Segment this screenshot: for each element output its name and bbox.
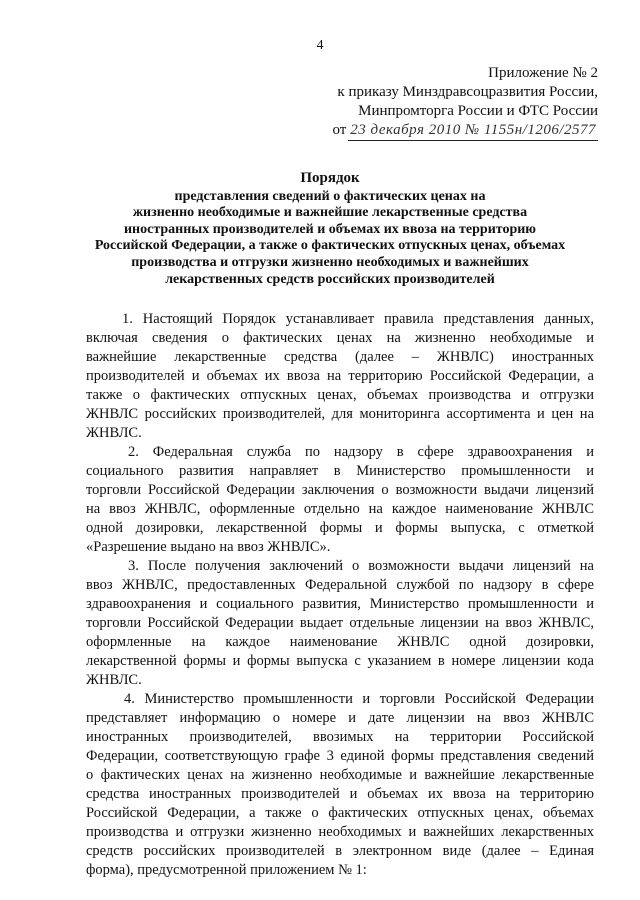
paragraph-line: Российской Федерации, а также о фактических отпускных ценах, объемах <box>86 805 594 821</box>
paragraph-line: производителей и объемах их ввоза на территорию Российской Федерации, а <box>86 368 594 384</box>
paragraph-line: 2. Федеральная служба по надзору в сфере здравоохранения и <box>128 444 594 460</box>
paragraph-line: одной дозировки, лекарственной формы и формы выпуска, с отметкой <box>86 520 594 536</box>
paragraph-line: здравоохранения и социального развития, Министерство промышленности и <box>86 596 594 612</box>
appendix-block <box>298 64 598 141</box>
paragraph-line: ввоз ЖНВЛС, предоставленных Федеральной службой по надзору в сфере <box>86 577 594 593</box>
appendix-order-ref: к приказу Минздравсоцразвития России, <box>337 84 598 100</box>
paragraph-line: «Разрешение выдано на ввоз ЖНВЛС». <box>86 539 331 555</box>
appendix-title: Приложение № 2 <box>488 65 598 81</box>
paragraph-1 <box>86 310 594 443</box>
paragraph-line: 3. После получения заключений о возможности выдачи лицензий на <box>128 558 594 574</box>
paragraph-line: оформленные на каждое наименование ЖНВЛС одной дозировки, <box>86 634 594 650</box>
paragraph-line: производства и отгрузки жизненно необходимых и важнейших лекарственных <box>86 824 594 840</box>
title-line: жизненно необходимые и важнейшие лекарственные средства <box>132 205 528 221</box>
paragraph-line: средства иностранных производителей и объемах их ввоза на территорию <box>86 786 594 802</box>
paragraph-line: 1. Настоящий Порядок устанавливает правила представления данных, <box>122 311 594 327</box>
paragraph-line: 4. Министерство промышленности и торговли Российской Федерации <box>124 691 594 707</box>
paragraph-line: о фактических ценах на жизненно необходимые и важнейшие лекарственные <box>86 767 594 783</box>
paragraph-line: социального развития направляет в Министерство промышленности и <box>86 463 594 479</box>
title-line: лекарственных средств российских производителей <box>165 271 495 287</box>
paragraph-line: ЖНВЛС. <box>86 672 142 688</box>
handwritten-date-number: 23 декабря 2010 № 1155н/1206/2577 <box>348 121 598 141</box>
paragraph-line: на ввоз ЖНВЛС, оформленные отдельно на каждое наименование ЖНВЛС <box>86 501 594 517</box>
paragraph-line: торговли Российской Федерации заключения о возможности выдачи лицензий <box>86 482 594 498</box>
paragraph-4 <box>86 690 594 880</box>
paragraph-line: форма), предусмотренной приложением № 1: <box>86 862 367 878</box>
appendix-ministries: Минпромторга России и ФТС России <box>358 103 598 119</box>
paragraph-line: средств российских производителей в электронном виде (далее – Единая <box>86 843 594 859</box>
title-line: производства и отгрузки жизненно необходимых и важнейших <box>131 254 529 270</box>
paragraph-line: представляет информацию о номере и дате лицензии на ввоз ЖНВЛС <box>86 710 594 726</box>
title-line: представления сведений о фактических ценах на <box>174 188 486 204</box>
title-line: иностранных производителей и объемах их ввоза на территорию <box>123 221 536 237</box>
paragraph-2 <box>86 443 594 557</box>
title-line: Российской Федерации, а также о фактических отпускных ценах, объемах <box>94 238 566 254</box>
document-body <box>86 310 594 880</box>
paragraph-line: также о фактических отпускных ценах, объемах производства и отгрузки <box>86 387 594 403</box>
paragraph-line: ЖНВЛС. <box>86 425 142 441</box>
page-number: 4 <box>316 38 324 53</box>
paragraph-line: лекарственной формы и формы выпуска с указанием в номере лицензии кода <box>86 653 594 669</box>
paragraph-line: ЖНВЛС российских производителей, для мониторинга ассортимента и цен на <box>86 406 594 422</box>
paragraph-line: Федерации, соответствующую графе 3 единой формы представления сведений <box>86 748 594 764</box>
document-title <box>70 170 590 288</box>
paragraph-3 <box>86 557 594 690</box>
appendix-date-prefix: от <box>332 122 347 138</box>
paragraph-line: важнейшие лекарственные средства (далее – ЖНВЛС) иностранных <box>86 349 594 365</box>
paragraph-line: включая сведения о фактических ценах на жизненно необходимые и <box>86 330 594 346</box>
paragraph-line: торговли Российской Федерации выдает отдельные лицензии на ввоз ЖНВЛС, <box>86 615 594 631</box>
paragraph-line: иностранных производителей, ввозимых на территории Российской <box>86 729 594 745</box>
appendix-date-number <box>298 121 598 141</box>
title-heading: Порядок <box>300 170 360 186</box>
